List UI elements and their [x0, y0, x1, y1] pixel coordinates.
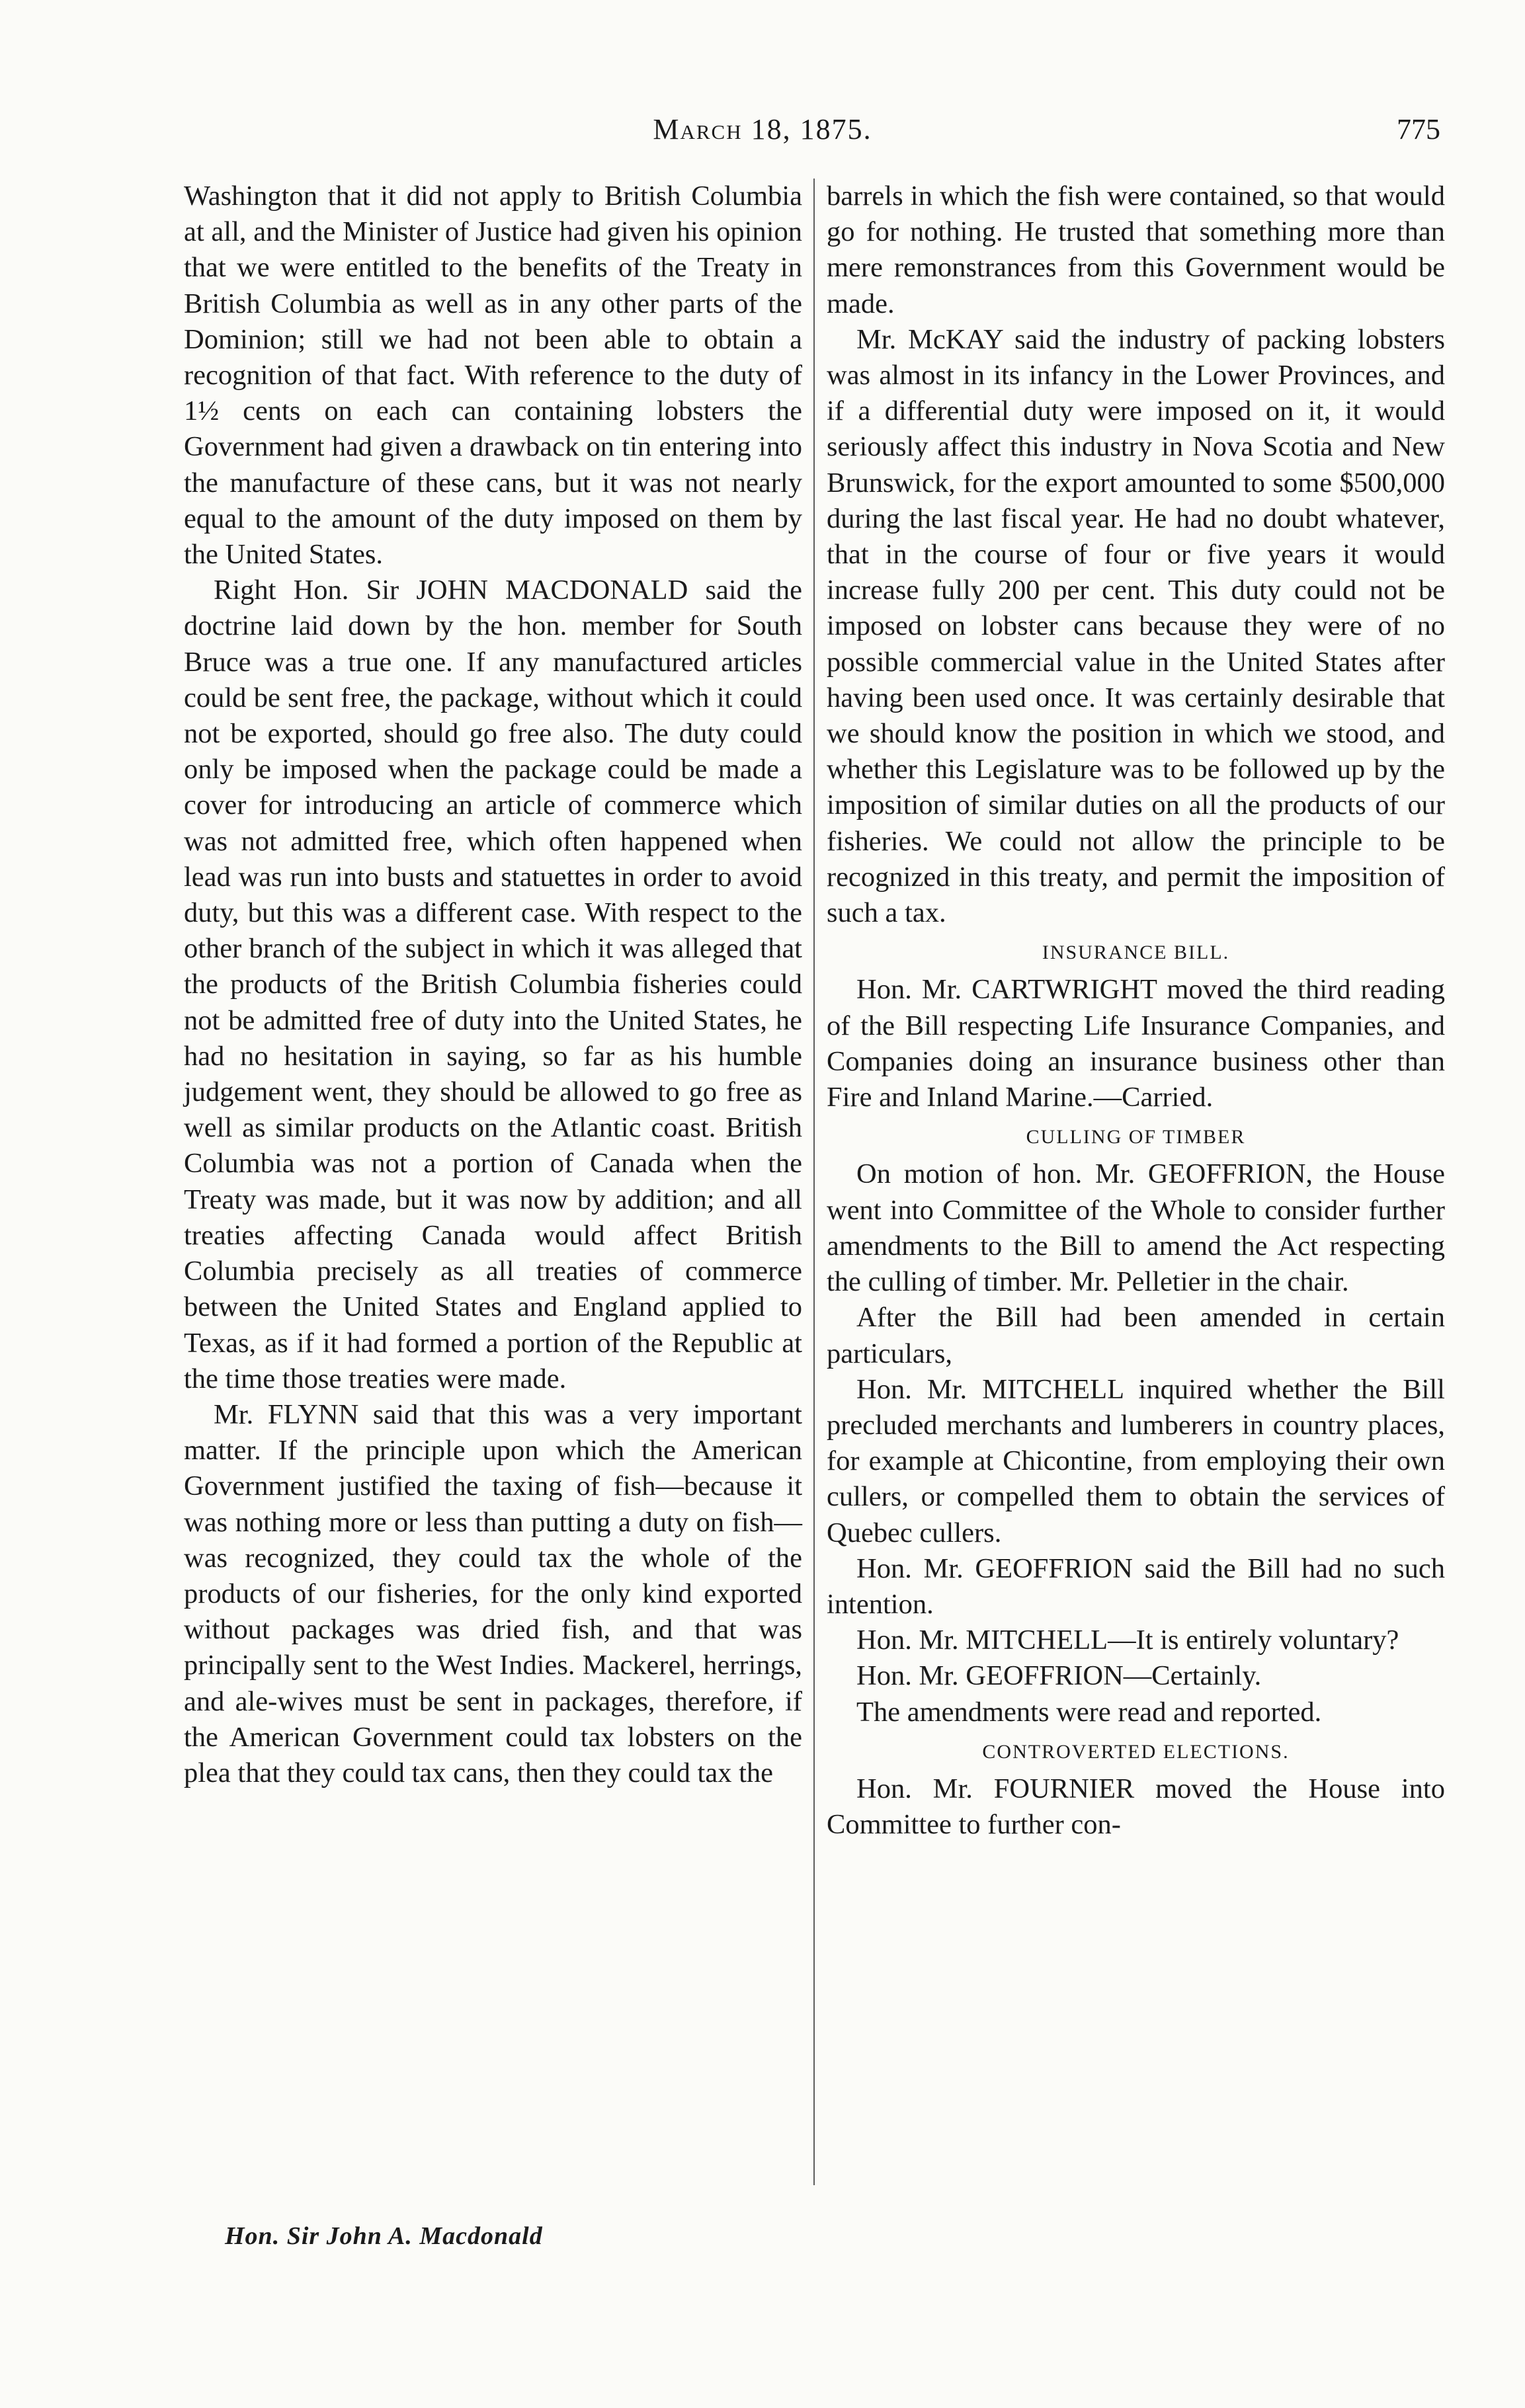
paragraph-geoffrion-motion: On motion of hon. Mr. GEOFFRION, the House went into Committee of the Whole to consider further amendments to the Bill to amend the Act respecting the culling of timber. Mr. Pelletier in the chair.: [827, 1158, 1445, 1298]
paragraph-washington: Washington that it did not apply to British Columbia at all, and the Minister of Justice had given his opinion that we were entitled to the benefits of the Treaty in British Columbia as well as in any other parts of the Dominion; still we had not been able to obtain a recognition of that fact. With reference to the duty of 1½ cents on each can containing lobsters the Government had given a drawback on tin entering into the manufacture of these cans, but it was not nearly equal to the amount of the duty imposed on them by the United States.: [184, 181, 802, 571]
left-column: [184, 179, 802, 1791]
paragraph-fournier: Hon. Mr. FOURNIER moved the House into Committee to further con-: [827, 1773, 1445, 1841]
heading-controverted-elections: CONTROVERTED ELECTIONS.: [982, 1740, 1290, 1763]
paragraph-after-amended: After the Bill had been amended in certain particulars,: [827, 1302, 1445, 1369]
paragraph-barrels: barrels in which the fish were contained, so that would go for nothing. He trusted that something more than mere remonstrances from this Government would be made.: [827, 181, 1445, 319]
column-divider: [813, 179, 815, 2185]
signature-stamp: Hon. Sir John A. Macdonald: [225, 2222, 543, 2250]
paragraph-amendments-reported: The amendments were read and reported.: [856, 1696, 1322, 1728]
paragraph-mitchell-inquired: Hon. Mr. MITCHELL inquired whether the Bill precluded merchants and lumberers in country places, for example at Chicontine, from employing their own cullers, or compelled them to obtain the services of Quebec cullers.: [827, 1373, 1445, 1548]
paragraph-flynn: Mr. FLYNN said that this was a very important matter. If the principle upon which the American Government justified the taxing of fish—because it was nothing more or less than putting a duty on fish—was recognized, they could tax the whole of the products of our fisheries, for the only kind exported without packages was dried fish, and that was principally sent to the West Indies. Mackerel, herrings, and ale-wives must be sent in packages, therefore, if the American Government could tax lobsters on the plea that they could tax cans, then they could tax the: [184, 1398, 802, 1788]
running-head: [0, 112, 1525, 152]
heading-insurance-bill: INSURANCE BILL.: [1042, 942, 1230, 964]
paragraph-geoffrion-certainly: Hon. Mr. GEOFFRION—Certainly.: [856, 1660, 1262, 1692]
page-number: 775: [1397, 113, 1440, 145]
heading-culling-of-timber: CULLING OF TIMBER: [1026, 1126, 1246, 1148]
paragraph-geoffrion-reply: Hon. Mr. GEOFFRION said the Bill had no such intention.: [827, 1552, 1445, 1620]
right-column: [827, 179, 1445, 1843]
paragraph-macdonald: Right Hon. Sir JOHN MACDONALD said the doctrine laid down by the hon. member for South Bruce was a true one. If any manufactured articles could be sent free, the package, without which it could not be exported, should go free also. The duty could only be imposed when the package could be made a cover for introducing an article of commerce which was not admitted free, which often happened when lead was run into busts and statuettes in order to avoid duty, but this was a different case. With respect to the other branch of the subject in which it was alleged that the products of the British Columbia fisheries could not be admitted free of duty into the United States, he had no hesitation in saying, so far as his humble judgement went, they should be allowed to go free as well as similar products on the Atlantic coast. British Columbia was not a portion of Canada when the Treaty was made, but it was now by addition; and all treaties affecting Canada would affect British Columbia precisely as all treaties of commerce between the United States and England applied to Texas, as if it had formed a portion of the Republic at the time those treaties were made.: [184, 575, 802, 1394]
paragraph-cartwright: Hon. Mr. CARTWRIGHT moved the third reading of the Bill respecting Life Insurance Companies, and Companies doing an insurance business other than Fire and Inland Marine.—Carried.: [827, 974, 1445, 1113]
running-title: March 18, 1875.: [653, 113, 872, 145]
paragraph-mckay: Mr. McKAY said the industry of packing lobsters was almost in its infancy in the Lower Provinces, and if a differential duty were imposed on it, it would seriously affect this industry in Nova Scotia and New Brunswick, for the export amounted to some $500,000 during the last fiscal year. He had no doubt whatever, that in the course of four or five years it would increase fully 200 per cent. This duty could not be imposed on lobster cans because they were of no possible commercial value in the United States after having been used once. It was certainly desirable that we should know the position in which we stood, and whether this Legislature was to be followed up by the imposition of similar duties on all the products of our fisheries. We could not allow the principle to be recognized in this treaty, and permit the imposition of such a tax.: [827, 323, 1445, 929]
paragraph-mitchell-voluntary: Hon. Mr. MITCHELL—It is entirely voluntary?: [856, 1625, 1399, 1656]
